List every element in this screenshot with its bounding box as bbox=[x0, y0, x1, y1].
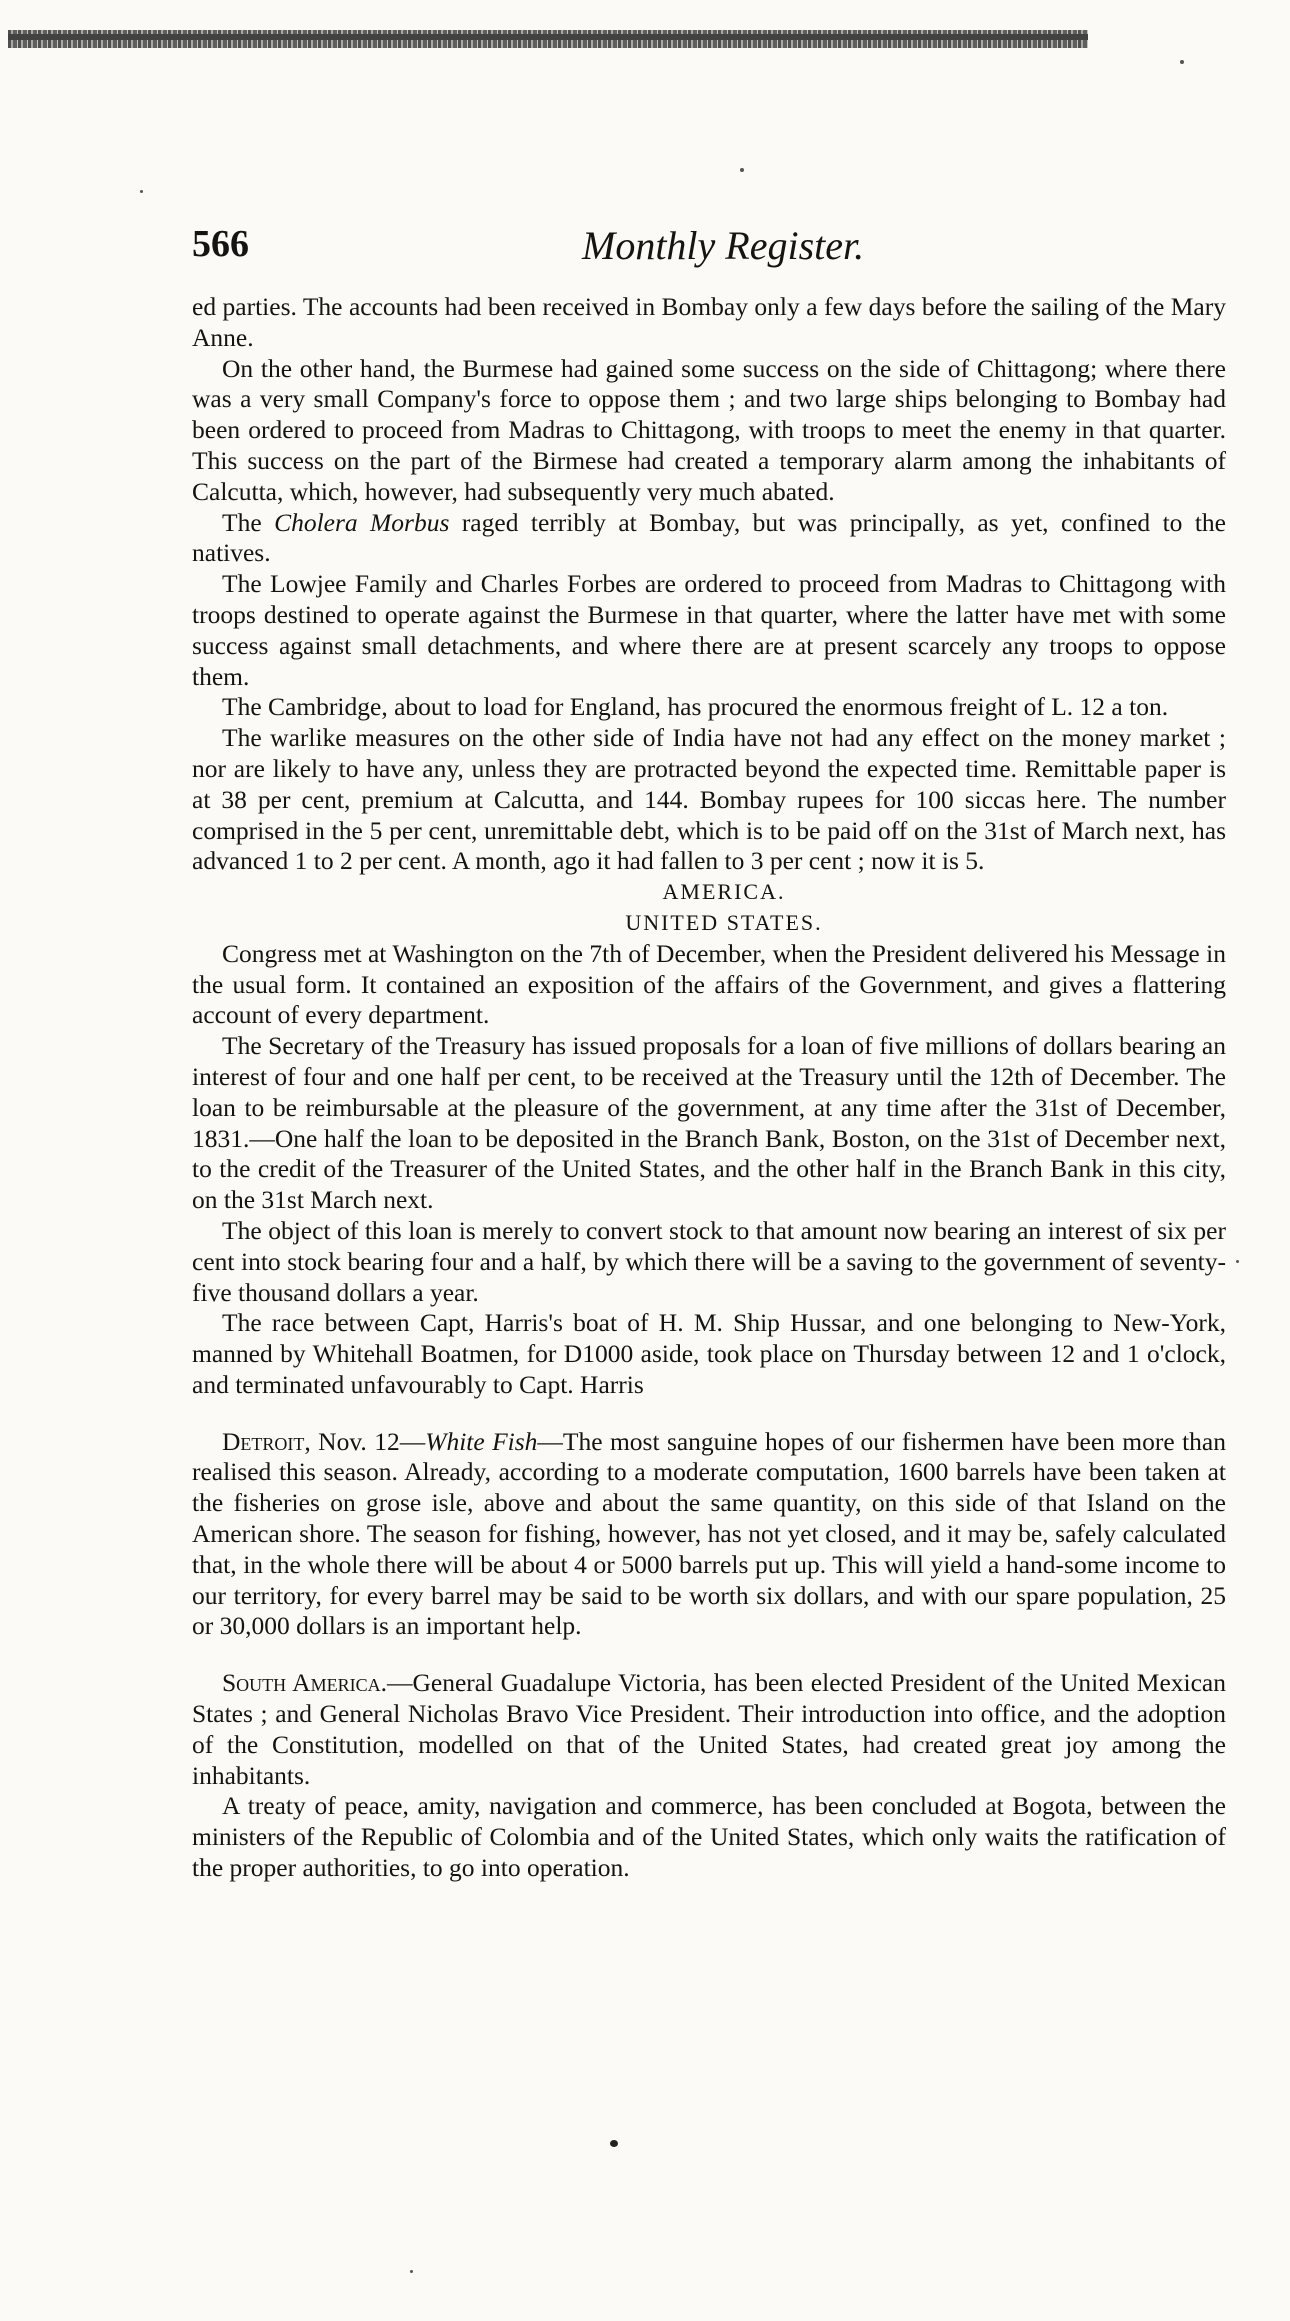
text-run: The bbox=[222, 507, 275, 537]
text-run: —The most sanguine hopes of our fishermen have been more than realised this season. Already, according to a moderate computation, 1600 barrels have been taken at the fisheries on grose isle, above and about the same quantity, on this side of that Island on the American shore. The season for fishing, however, has not yet closed, and it may be, safely calculated that, in the whole there will be about 4 or 5000 barrels put up. This will yield a hand-some income to our territory, for every barrel may be said to be worth six dollars, and with our spare population, 25 or 30,000 dollars is an important help. bbox=[192, 1426, 1226, 1641]
dateline-date: , Nov. 12— bbox=[304, 1426, 426, 1456]
detroit-paragraph bbox=[192, 1427, 1226, 1643]
india-paragraph: The warlike measures on the other side of India have not had any effect on the money market ; nor are likely to have any, unless they are protracted beyond the expected time. Remittable paper is at 38 per cent, premium at Calcutta, and 144. Bombay rupees for 100 siccas here. The number comprised in the 5 per cent, unremittable debt, which is to be paid off on the 31st of March next, has advanced 1 to 2 per cent. A month, ago it had fallen to 3 per cent ; now it is 5. bbox=[192, 723, 1226, 876]
south-america-paragraph: A treaty of peace, amity, navigation and commerce, has been concluded at Bogota, between the ministers of the Republic of Colombia and of the United States, which only waits the ratification of the proper authorities, to go into operation. bbox=[192, 1791, 1226, 1883]
india-paragraph bbox=[192, 508, 1226, 570]
india-paragraph: On the other hand, the Burmese had gained some success on the side of Chittagong; where there was a very small Company's force to oppose them ; and two large ships belonging to Bombay had been ordered to proceed from Madras to Chittagong, with troops to meet the enemy in that quarter. This success on the part of the Birmese had created a temporary alarm among the inhabitants of Calcutta, which, however, had subsequently very much abated. bbox=[192, 353, 1226, 506]
india-paragraph: ed parties. The accounts had been received in Bombay only a few days before the sailing of the Mary Anne. bbox=[192, 292, 1226, 352]
us-paragraph: The object of this loan is merely to convert stock to that amount now bearing an interest of six per cent into stock bearing four and a half, by which there will be a saving to the government of seventy-five thousand dollars a year. bbox=[192, 1215, 1226, 1307]
section-heading-united-states: UNITED STATES. bbox=[625, 909, 823, 935]
emphasis-text: White Fish bbox=[425, 1426, 538, 1456]
emphasis-text: Cholera Morbus bbox=[274, 507, 450, 537]
page-number: 566 bbox=[192, 223, 249, 265]
india-paragraph: The Cambridge, about to load for England, has procured the enormous freight of L. 12 a ton. bbox=[222, 692, 1169, 722]
section-heading-america: AMERICA. bbox=[662, 879, 786, 905]
text-run: raged terribly at Bombay, but was principally, as yet, confined to the natives. bbox=[192, 507, 1226, 568]
top-border-rule bbox=[8, 30, 1088, 48]
south-america-paragraph bbox=[192, 1668, 1226, 1791]
ornament-dot bbox=[610, 2140, 618, 2147]
page-header bbox=[192, 222, 1232, 272]
print-speck bbox=[410, 2270, 413, 2273]
text-run: .—General Guadalupe Victoria, has been elected President of the United Mexican States ; and General Nicholas Bravo Vice President. Their introduction into office, and the adoption of the Constitution, modelled on that of the United States, had created great joy among the inhabitants. bbox=[192, 1668, 1226, 1790]
section-lead: South America bbox=[222, 1668, 381, 1698]
us-paragraph: The Secretary of the Treasury has issued proposals for a loan of five millions of dollars bearing an interest of four and one half per cent, to be received at the Treasury until the 12th of December. The loan to be reimbursable at the pleasure of the government, at any time after the 31st of December, 1831.—One half the loan to be deposited in the Branch Bank, Boston, on the 31st of December next, to the credit of the Treasurer of the United States, and the other half in the Branch Bank in this city, on the 31st March next. bbox=[192, 1031, 1226, 1215]
article-body bbox=[192, 292, 1226, 1884]
print-speck bbox=[740, 168, 744, 172]
india-paragraph: The Lowjee Family and Charles Forbes are ordered to proceed from Madras to Chittagong with troops destined to operate against the Burmese in that quarter, where the latter have met with some success against small detachments, and where there are at present scarcely any troops to oppose them. bbox=[192, 569, 1226, 691]
us-paragraph: Congress met at Washington on the 7th of December, when the President delivered his Message in the usual form. It contained an exposition of the affairs of the Government, and gives a flattering account of every department. bbox=[192, 938, 1226, 1030]
dateline-place: Detroit bbox=[222, 1426, 305, 1456]
print-speck bbox=[140, 190, 143, 193]
running-title: Monthly Register. bbox=[582, 223, 865, 268]
print-speck bbox=[1236, 1260, 1239, 1263]
print-speck bbox=[1180, 60, 1184, 64]
us-paragraph: The race between Capt, Harris's boat of H. M. Ship Hussar, and one belonging to New-York, manned by Whitehall Boatmen, for D1000 aside, took place on Thursday between 12 and 1 o'clock, and terminated unfavourably to Capt. Harris bbox=[192, 1308, 1226, 1399]
